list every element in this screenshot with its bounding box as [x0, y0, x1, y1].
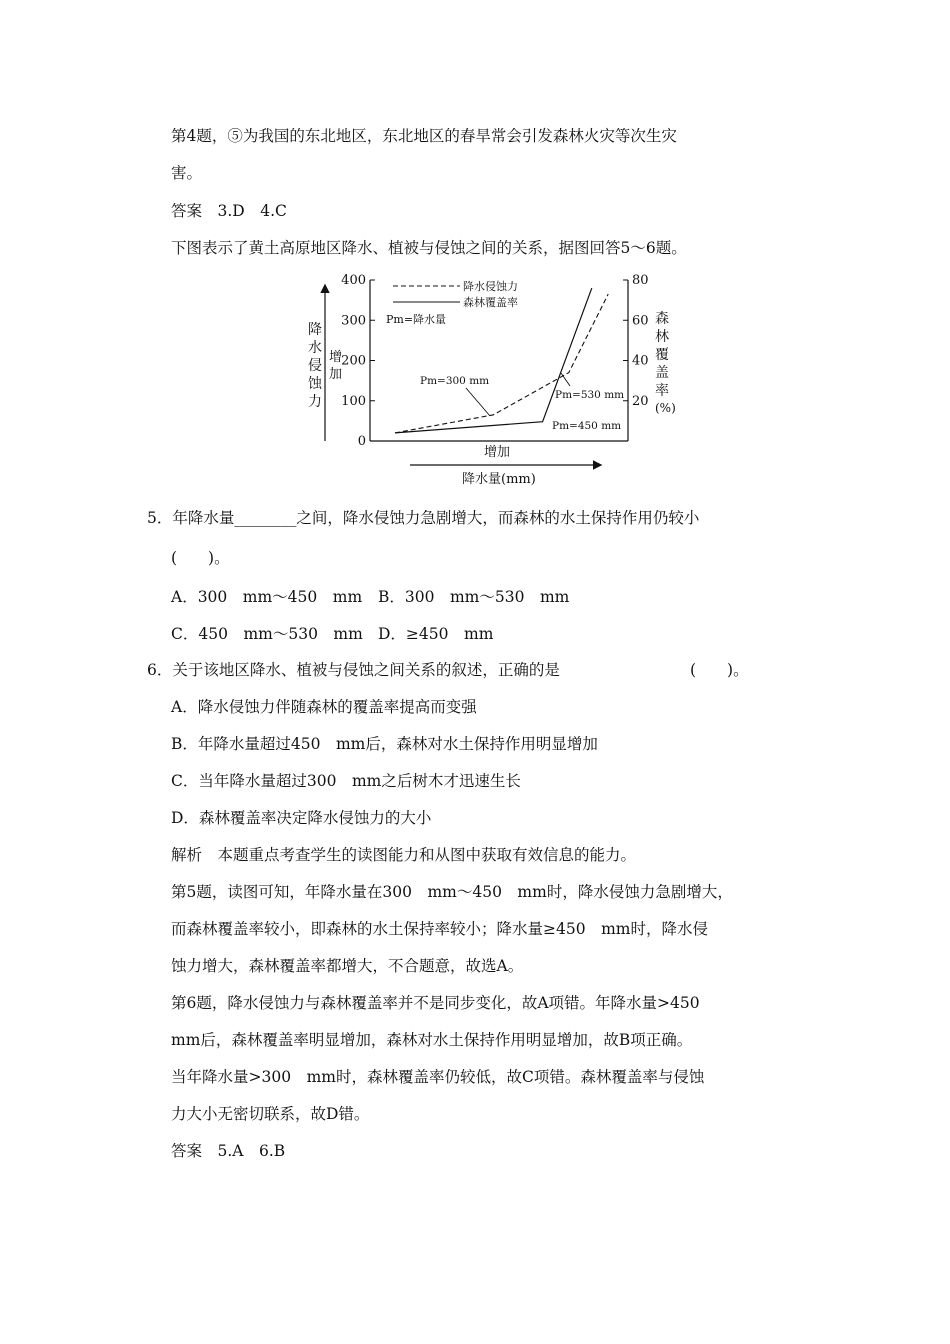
q6-explanation-line-2: mm后，森林覆盖率明显增加，森林对水土保持作用明显增加，故B项正确。	[171, 1031, 693, 1049]
right-tick-label-2: 60	[632, 313, 649, 329]
q5-explanation-line-2: 而森林覆盖率较小，即森林的水土保持率较小；降水量≥450 mm时，降水侵	[171, 920, 708, 938]
answer-3-4: 答案 3.D 4.C	[171, 202, 287, 220]
forest-series-line	[395, 288, 592, 433]
right-tick-label-3: 80	[632, 273, 649, 288]
annotation-pm-300: Pm=300 mm	[420, 375, 490, 387]
q6-option-c[interactable]: C．当年降水量超过300 mm之后树木才迅速生长	[171, 772, 521, 790]
x-increase-label: 增加	[484, 445, 511, 460]
q5-stem-line-1: 5．年降水量________之间，降水侵蚀力急剧增大，而森林的水土保持作用仍较小	[147, 509, 700, 527]
analysis-heading: 解析 本题重点考查学生的读图能力和从图中获取有效信息的能力。	[171, 846, 637, 864]
q6-stem: 6．关于该地区降水、植被与侵蚀之间关系的叙述，正确的是	[147, 661, 560, 679]
right-axis-ticks	[623, 273, 649, 409]
right-axis-label-char-4: 盖	[655, 365, 669, 381]
figure-intro: 下图表示了黄土高原地区降水、植被与侵蚀之间的关系，据图回答5～6题。	[171, 239, 687, 257]
q6-answer-paren: ( )。	[690, 661, 749, 679]
left-tick-label-4: 400	[341, 273, 366, 288]
left-increase-char-1: 增	[329, 350, 343, 365]
right-tick-label-0: 20	[632, 393, 649, 409]
q4-explanation-line-1: 第4题，⑤为我国的东北地区，东北地区的春旱常会引发森林火灾等次生灾	[171, 127, 677, 145]
legend-forest: 森林覆盖率	[463, 296, 518, 309]
left-increase-char-2: 加	[329, 367, 343, 382]
left-axis-label-char-5: 力	[308, 394, 322, 410]
q4-explanation-line-2: 害。	[171, 164, 203, 182]
q5-option-a[interactable]: A．300 mm～450 mm	[171, 588, 363, 606]
annotation-pm-530: Pm=530 mm	[555, 389, 625, 401]
left-axis-label-char-3: 侵	[308, 358, 322, 374]
left-tick-label-3: 300	[341, 313, 366, 329]
q5-option-d[interactable]: D．≥450 mm	[378, 625, 494, 643]
q6-explanation-line-3: 当年降水量>300 mm时，森林覆盖率仍较低，故C项错。森林覆盖率与侵蚀	[171, 1068, 705, 1086]
q6-option-b[interactable]: B．年降水量超过450 mm后，森林对水土保持作用明显增加	[171, 735, 598, 753]
q6-option-d[interactable]: D．森林覆盖率决定降水侵蚀力的大小	[171, 809, 432, 827]
q5-stem-line-2: ( )。	[171, 549, 230, 567]
q5-explanation-line-1: 第5题，读图可知，年降水量在300 mm～450 mm时，降水侵蚀力急剧增大，	[171, 883, 733, 901]
x-axis-label: 降水量(mm)	[462, 472, 536, 487]
q6-option-a[interactable]: A．降水侵蚀力伴随森林的覆盖率提高而变强	[171, 698, 477, 716]
right-axis-label-char-1: 森	[655, 311, 669, 327]
left-tick-label-1: 100	[341, 393, 366, 409]
left-axis-label-char-2: 水	[308, 340, 322, 356]
right-tick-label-1: 40	[632, 353, 649, 369]
legend-pm-note: Pm=降水量	[386, 313, 447, 326]
chart-svg	[300, 266, 676, 492]
q6-explanation-line-1: 第6题，降水侵蚀力与森林覆盖率并不是同步变化，故A项错。年降水量>450	[171, 994, 700, 1012]
annotation-pm-450: Pm=450 mm	[552, 420, 622, 432]
legend-erosion: 降水侵蚀力	[463, 280, 518, 293]
right-axis-label-char-5: 率	[655, 383, 669, 399]
erosion-forest-chart	[300, 266, 676, 492]
answer-5-6: 答案 5.A 6.B	[171, 1142, 286, 1160]
right-axis-label-unit: (%)	[655, 401, 676, 415]
q5-option-c[interactable]: C．450 mm～530 mm	[171, 625, 363, 643]
left-tick-label-2: 200	[341, 353, 366, 369]
left-axis-label-char-1: 降	[308, 322, 322, 338]
q6-explanation-line-4: 力大小无密切联系，故D错。	[171, 1105, 370, 1123]
right-axis-label-char-2: 林	[655, 329, 669, 345]
q5-explanation-line-3: 蚀力增大，森林覆盖率都增大，不合题意，故选A。	[171, 957, 524, 975]
left-axis-label-char-4: 蚀	[308, 376, 322, 392]
left-tick-label-0: 0	[357, 434, 366, 449]
q5-option-b[interactable]: B．300 mm～530 mm	[378, 588, 570, 606]
annotation-300-leader	[466, 388, 490, 416]
right-axis-label-char-3: 覆	[655, 347, 669, 363]
annotation-530-leader	[561, 373, 570, 386]
